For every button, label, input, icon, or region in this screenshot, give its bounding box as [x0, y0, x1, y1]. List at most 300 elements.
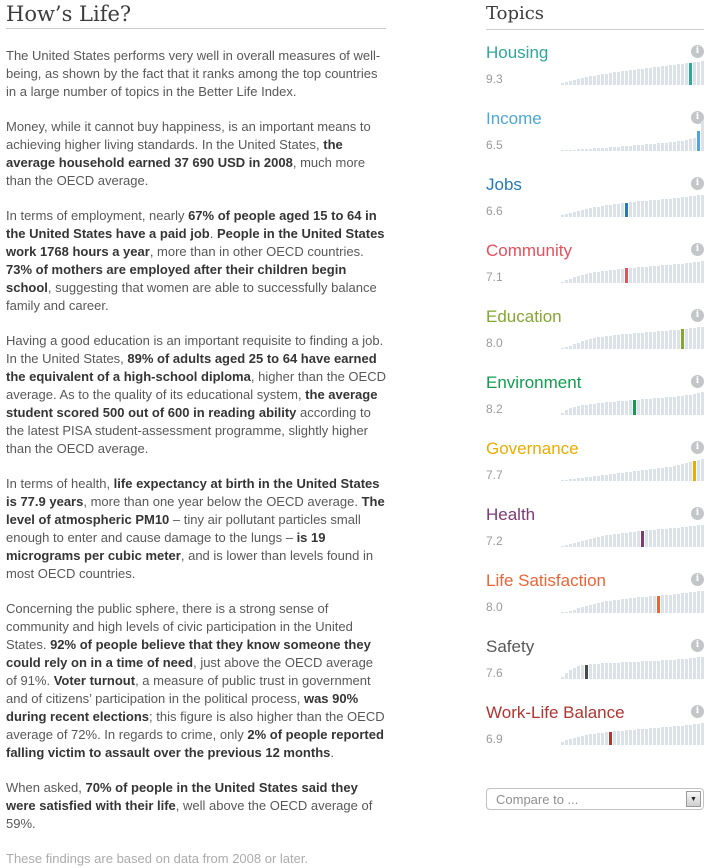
chart-bar [677, 141, 680, 151]
chart-bar [657, 67, 660, 85]
topic-score: 6.5 [486, 138, 503, 152]
highlighted-country-bar [641, 531, 644, 547]
chart-bar [641, 729, 644, 745]
emphasized-text: the average household earned 37 690 USD in 2008 [6, 137, 343, 170]
chart-bar [693, 526, 696, 547]
chart-bar [661, 660, 664, 679]
chart-bar [677, 396, 680, 415]
chart-bar [593, 338, 596, 349]
chart-bar [621, 203, 624, 217]
chart-bar [593, 207, 596, 217]
chart-bar [617, 731, 620, 745]
topic-mini-bar-chart[interactable] [561, 526, 704, 547]
chart-bar [689, 263, 692, 283]
chart-bar [609, 205, 612, 217]
chart-bar [577, 406, 580, 415]
chart-bar [617, 147, 620, 151]
chart-bar [633, 70, 636, 85]
chart-bar [569, 150, 572, 151]
chart-bar [633, 333, 636, 349]
chart-bar [609, 336, 612, 349]
chart-bar [561, 150, 564, 151]
chart-bar [601, 663, 604, 679]
chart-bar [585, 606, 588, 613]
chart-bar [653, 266, 656, 283]
chart-bar [629, 202, 632, 217]
text-run: , just above the OECD average of 91%. [6, 655, 374, 688]
chart-bar [673, 65, 676, 85]
chart-bar [609, 601, 612, 613]
chart-bar [577, 542, 580, 547]
topic-head [486, 632, 704, 658]
chart-bar [573, 407, 576, 415]
chart-bar [665, 595, 668, 613]
chart-bar [661, 727, 664, 745]
chart-bar [665, 265, 668, 283]
highlighted-country-bar [693, 461, 696, 481]
text-run: , much more than the OECD average. [6, 155, 366, 188]
chart-bar [621, 401, 624, 415]
topic-score: 6.6 [486, 204, 503, 218]
chart-bar [585, 209, 588, 217]
chart-bar [653, 530, 656, 547]
topic-mini-bar-chart[interactable] [561, 130, 704, 151]
chart-bar [657, 468, 660, 481]
chart-bar [597, 664, 600, 679]
chart-bar [617, 335, 620, 349]
chart-bar [561, 348, 564, 349]
chart-bar [589, 404, 592, 415]
chart-bar [665, 199, 668, 217]
text-run: In terms of health, [6, 476, 114, 491]
emphasized-text: 70% of people in the United States said they were satisfied with their life [6, 780, 358, 813]
chart-bar [625, 599, 628, 613]
info-icon[interactable]: i [691, 309, 704, 322]
chart-bar [633, 730, 636, 745]
highlighted-country-bar [625, 268, 628, 283]
chart-bar [601, 733, 604, 745]
topic-mini-bar-chart[interactable] [561, 394, 704, 415]
chart-bar [585, 477, 588, 481]
topic-head [486, 170, 704, 196]
chart-bar [613, 402, 616, 415]
chart-bar [649, 200, 652, 217]
topic-row [486, 38, 704, 104]
chart-bar [681, 396, 684, 415]
topic-mini-bar-chart[interactable] [561, 658, 704, 679]
topic-head [486, 38, 704, 64]
chart-bar [669, 727, 672, 745]
chart-bar [657, 661, 660, 679]
chart-bar [637, 471, 640, 481]
chart-bar [593, 538, 596, 547]
chart-bar [657, 331, 660, 349]
chart-bar [681, 64, 684, 85]
topic-mini-bar-chart[interactable] [561, 460, 704, 481]
topic-row [486, 434, 704, 500]
chart-bar [561, 612, 564, 613]
chart-bar [581, 607, 584, 613]
chart-bar [641, 145, 644, 151]
chart-bar [593, 734, 596, 745]
chart-bar [621, 731, 624, 745]
chart-bar [625, 533, 628, 547]
chart-bar [637, 729, 640, 745]
chart-bar [693, 62, 696, 85]
chart-bar [629, 146, 632, 151]
topic-row [486, 170, 704, 236]
topic-score: 7.6 [486, 666, 503, 680]
chart-bar [645, 530, 648, 547]
chart-bar [609, 474, 612, 481]
chart-bar [601, 337, 604, 349]
chart-bar [649, 68, 652, 85]
chart-bar [597, 603, 600, 613]
chart-bar [685, 197, 688, 217]
chart-bar [673, 726, 676, 745]
topic-link-work-life-balance[interactable]: Work-Life Balance [486, 703, 625, 722]
chart-bar [573, 344, 576, 349]
topic-link-environment[interactable]: Environment [486, 373, 582, 392]
chart-bar [645, 332, 648, 349]
chart-bar [589, 664, 592, 679]
text-run: Having a good education is an important requisite to finding a job. In the United States, [6, 333, 384, 366]
chart-bar [581, 275, 584, 283]
topic-link-safety[interactable]: Safety [486, 637, 535, 656]
chart-bar [601, 206, 604, 217]
paragraph [6, 475, 386, 583]
text-run: – tiny air pollutant particles small enough to enter and cause damage to the lungs – [6, 512, 361, 545]
chart-bar [677, 465, 680, 481]
chart-bar [697, 657, 700, 679]
chart-bar [613, 270, 616, 283]
info-icon[interactable]: i [691, 177, 704, 190]
chart-bar [605, 732, 608, 745]
chart-bar [665, 467, 668, 481]
text-run: When asked, [6, 780, 86, 795]
chart-bar [693, 592, 696, 613]
topic-row [486, 236, 704, 302]
dropdown-arrow-icon[interactable]: ▼ [686, 791, 701, 807]
chart-bar [693, 138, 696, 151]
topics-title: Topics [486, 3, 704, 30]
text-run: according to the latest PISA student-assessment programme, slightly higher than the OECD average. [6, 405, 371, 456]
chart-bar [649, 530, 652, 547]
info-icon[interactable]: i [691, 507, 704, 520]
topic-mini-bar-chart[interactable] [561, 328, 704, 349]
chart-bar [613, 474, 616, 481]
emphasized-text: the average student scored 500 out of 600 in reading ability [6, 387, 378, 420]
chart-bar [625, 662, 628, 679]
chart-bar [601, 271, 604, 283]
chart-bar [701, 61, 704, 85]
chart-bar [665, 331, 668, 349]
chart-bar [681, 464, 684, 481]
chart-bar [585, 540, 588, 547]
info-icon[interactable]: i [691, 111, 704, 124]
chart-bar [597, 148, 600, 151]
chart-bar [589, 477, 592, 481]
chart-bar [685, 593, 688, 613]
chart-bar [697, 327, 700, 349]
chart-bar [685, 395, 688, 415]
chart-bar [645, 661, 648, 679]
chart-bar [569, 81, 572, 85]
topic-score: 8.2 [486, 402, 503, 416]
topic-link-health[interactable]: Health [486, 505, 536, 524]
topic-link-jobs[interactable]: Jobs [486, 175, 522, 194]
chart-bar [581, 149, 584, 151]
chart-bar [589, 734, 592, 745]
topic-score: 7.1 [486, 270, 503, 284]
chart-bar [565, 214, 568, 217]
chart-bar [653, 67, 656, 85]
chart-bar [561, 480, 564, 481]
page-title: How’s Life? [6, 3, 386, 29]
chart-bar [637, 662, 640, 679]
topic-mini-bar-chart[interactable] [561, 196, 704, 217]
chart-bar [661, 529, 664, 547]
highlighted-country-bar [657, 596, 660, 613]
chart-bar [673, 142, 676, 151]
chart-bar [589, 149, 592, 151]
topic-row [486, 632, 704, 698]
chart-bar [569, 408, 572, 415]
chart-bar [573, 610, 576, 613]
info-icon[interactable]: i [691, 45, 704, 58]
emphasized-text: 92% of people believe that they know someone they could rely on in a time of need [6, 637, 371, 670]
topic-score: 8.0 [486, 600, 503, 614]
chart-bar [681, 141, 684, 151]
chart-bar [701, 392, 704, 415]
chart-bar [637, 333, 640, 349]
chart-bar [601, 403, 604, 415]
compare-to-dropdown[interactable] [486, 788, 704, 810]
chart-bar [697, 195, 700, 217]
chart-bar [637, 267, 640, 283]
text-run: Concerning the public sphere, there is a strong sense of community and high levels of civic participation in the United States. [6, 601, 353, 652]
topic-body [486, 130, 704, 151]
chart-bar [645, 144, 648, 151]
topic-mini-bar-chart[interactable] [561, 724, 704, 745]
chart-bar [585, 77, 588, 85]
chart-bar [601, 475, 604, 481]
highlighted-country-bar [689, 63, 692, 85]
topic-mini-bar-chart[interactable] [561, 262, 704, 283]
chart-bar [697, 393, 700, 415]
chart-bar [701, 327, 704, 349]
chart-bar [609, 73, 612, 85]
chart-bar [577, 608, 580, 613]
chart-bar [581, 541, 584, 547]
chart-bar [617, 204, 620, 217]
chart-bar [585, 405, 588, 415]
chart-bar [565, 150, 568, 151]
chart-bar [689, 395, 692, 415]
highlighted-country-bar [585, 665, 588, 679]
chart-bar [697, 591, 700, 613]
chart-bar [569, 346, 572, 349]
chart-bar [649, 661, 652, 679]
chart-bar [581, 210, 584, 217]
chart-bar [641, 399, 644, 415]
paragraph [6, 47, 386, 101]
chart-bar [569, 670, 572, 679]
chart-bar [601, 148, 604, 151]
chart-bar [649, 144, 652, 151]
chart-bar [577, 666, 580, 679]
chart-bar [609, 402, 612, 415]
chart-bar [665, 727, 668, 745]
topic-link-community[interactable]: Community [486, 241, 572, 260]
chart-bar [581, 736, 584, 745]
chart-bar [573, 277, 576, 283]
topic-head [486, 434, 704, 460]
chart-bar [613, 335, 616, 349]
chart-bar [661, 143, 664, 151]
chart-bar [605, 74, 608, 85]
topic-body [486, 658, 704, 679]
chart-bar [605, 271, 608, 283]
chart-bar [613, 72, 616, 85]
info-icon[interactable]: i [691, 639, 704, 652]
chart-bar [613, 731, 616, 745]
chart-bar [625, 472, 628, 481]
chart-bar [593, 272, 596, 283]
info-icon[interactable]: i [691, 705, 704, 718]
chart-bar [613, 663, 616, 679]
chart-bar [617, 269, 620, 283]
chart-bar [633, 202, 636, 217]
topic-row [486, 500, 704, 566]
chart-bar [689, 725, 692, 745]
chart-bar [637, 69, 640, 85]
topic-score: 7.2 [486, 534, 503, 548]
chart-bar [573, 668, 576, 679]
chart-bar [637, 597, 640, 613]
chart-bar [593, 664, 596, 679]
topic-link-income[interactable]: Income [486, 109, 542, 128]
chart-bar [589, 76, 592, 85]
topic-mini-bar-chart[interactable] [561, 592, 704, 613]
chart-bar [693, 658, 696, 679]
chart-bar [565, 612, 568, 613]
chart-bar [673, 594, 676, 613]
chart-bar [621, 662, 624, 679]
chart-bar [561, 215, 564, 217]
chart-bar [629, 334, 632, 349]
chart-bar [633, 598, 636, 613]
topic-link-housing[interactable]: Housing [486, 43, 549, 62]
chart-bar [597, 337, 600, 349]
chart-bar [577, 79, 580, 85]
paragraph [6, 207, 386, 315]
info-icon[interactable]: i [691, 243, 704, 256]
topic-link-education[interactable]: Education [486, 307, 562, 326]
chart-bar [565, 673, 568, 679]
chart-bar [689, 592, 692, 613]
info-icon[interactable]: i [691, 441, 704, 454]
chart-bar [565, 545, 568, 547]
chart-bar [641, 267, 644, 283]
chart-bar [669, 660, 672, 679]
chart-bar [585, 735, 588, 745]
chart-bar [681, 593, 684, 613]
chart-bar [605, 663, 608, 679]
chart-bar [565, 410, 568, 415]
text-run: , suggesting that women are able to successfully balance family and career. [6, 280, 377, 313]
info-icon[interactable]: i [691, 573, 704, 586]
chart-bar [693, 262, 696, 283]
chart-bar [569, 213, 572, 217]
chart-bar [641, 201, 644, 217]
topic-body [486, 724, 704, 745]
chart-bar [605, 601, 608, 613]
topic-row [486, 302, 704, 368]
chart-bar [673, 330, 676, 349]
chart-bar [561, 546, 564, 547]
chart-bar [593, 148, 596, 151]
chart-bar [685, 463, 688, 481]
topic-body [486, 328, 704, 349]
topic-link-governance[interactable]: Governance [486, 439, 579, 458]
chart-bar [657, 398, 660, 415]
chart-bar [645, 597, 648, 613]
chart-bar [669, 595, 672, 613]
chart-bar [661, 265, 664, 283]
info-icon[interactable]: i [691, 375, 704, 388]
chart-bar [649, 728, 652, 745]
topic-mini-bar-chart[interactable] [561, 64, 704, 85]
chart-bar [617, 72, 620, 85]
chart-bar [597, 75, 600, 85]
text-run: The United States performs very well in overall measures of well-being, as shown by the fact that it ranks among the top countries in a large number of topics in the Better Life Index. [6, 48, 381, 99]
emphasized-text: 73% of mothers are employed after their children begin school [6, 262, 347, 295]
chart-bar [669, 265, 672, 283]
topic-head [486, 302, 704, 328]
article-footnote: These findings are based on data from 2008 or later. [6, 851, 309, 866]
chart-bar [689, 139, 692, 151]
chart-bar [661, 468, 664, 481]
chart-bar [645, 470, 648, 481]
chart-bar [665, 529, 668, 547]
chart-bar [629, 730, 632, 745]
chart-bar [589, 208, 592, 217]
chart-bar [593, 76, 596, 85]
chart-bar [669, 397, 672, 415]
text-run: , a measure of public trust in government and of citizens’ participation in the political process, [6, 673, 371, 706]
topic-link-life-satisfaction[interactable]: Life Satisfaction [486, 571, 607, 590]
topic-body [486, 196, 704, 217]
chart-bar [681, 197, 684, 217]
chart-bar [629, 598, 632, 613]
chart-bar [673, 466, 676, 481]
chart-bar [649, 399, 652, 415]
chart-bar [617, 473, 620, 481]
chart-bar [685, 63, 688, 85]
chart-bar [633, 532, 636, 547]
chart-bar [637, 201, 640, 217]
chart-bar [613, 147, 616, 151]
chart-bar [701, 121, 704, 151]
article [6, 3, 386, 868]
chart-bar [621, 334, 624, 349]
chart-bar [565, 82, 568, 85]
chart-bar [561, 742, 564, 745]
chart-bar [629, 268, 632, 283]
chart-bar [669, 142, 672, 151]
chart-bar [573, 212, 576, 217]
